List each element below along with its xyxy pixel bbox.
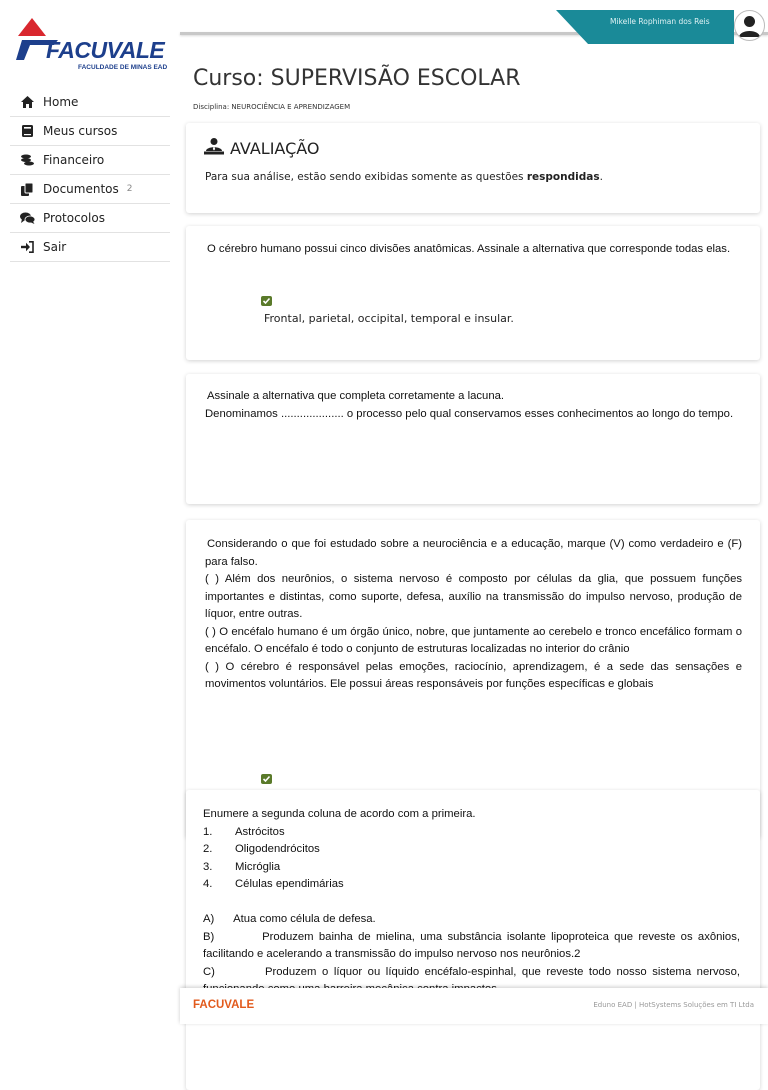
evaluation-header-card (186, 123, 760, 213)
user-avatar-icon (735, 11, 764, 40)
question-paragraph: Enumere a segunda coluna de acordo com a primeira. (203, 808, 476, 820)
list-item (203, 859, 740, 877)
logo-brand-text: FACUVALE (46, 37, 165, 63)
question-paragraph: Considerando o que foi estudado sobre a neurociência e a educação, marque (V) como verdadeiro e (F) para falso. (205, 538, 742, 568)
logo-tagline: FACULDADE DE MINAS EAD (78, 64, 168, 71)
intro-suffix: . (599, 171, 603, 183)
user-banner (556, 10, 734, 44)
question-paragraph: O cérebro humano possui cinco divisões anatômicas. Assinale a alternativa que corresponde todas elas. (207, 243, 731, 255)
page-title: Curso: SUPERVISÃO ESCOLAR (193, 66, 521, 91)
list-text: Oligodendrócitos (235, 843, 320, 855)
check-square-icon (261, 774, 272, 784)
evaluation-intro (205, 171, 603, 183)
spacer (203, 894, 740, 912)
list-text: Astrócitos (235, 825, 285, 838)
sidebar (0, 0, 178, 1024)
sidebar-item-protocolos[interactable] (10, 204, 170, 233)
list-item (203, 824, 740, 842)
sidebar-item-home[interactable] (10, 88, 170, 117)
sidebar-item-label: Documentos (43, 182, 119, 196)
sidebar-nav (10, 88, 170, 262)
copy-icon (19, 182, 35, 196)
intro-text: Para sua análise, estão sendo exibidas somente as questões (205, 171, 527, 183)
footer-brand[interactable]: FACUVALE (193, 999, 255, 1011)
question-text (203, 806, 740, 999)
question-paragraph: ( ) O encéfalo humano é um órgão único, nobre, que juntamente ao cerebelo e tronco encefálico formam o encéfalo. O encéfalo é todo o conjunto de estruturas localizadas no interior do crânio (205, 625, 742, 655)
list-item (203, 841, 740, 859)
question-paragraph: ( ) Além dos neurônios, o sistema nervoso é composto por células da glia, que possuem funções importantes e distintas, como suporte, defesa, auxílio na transmissão do impulso nervoso, produção de líquor, entre outras. (205, 573, 742, 620)
question-paragraph: C) Produzem o líquor ou líquido encéfalo-espinhal, que reveste todo nosso sistema nervoso, (203, 965, 740, 978)
home-icon (19, 95, 35, 109)
list-text: Micróglia (235, 860, 281, 873)
list-number: 2. (203, 843, 213, 855)
sidebar-item-sair[interactable] (10, 233, 170, 262)
intro-bold-text: respondidas (526, 171, 600, 183)
sidebar-item-label: Home (43, 95, 79, 109)
question-paragraph: B) Produzem bainha de mielina, uma substância isolante lipoproteica que reveste os axônios, facilitando e acelerando a transmissão do impulso nervoso nos neurônios.2 (203, 930, 740, 960)
question-text (205, 241, 742, 259)
selected-answer: Frontal, parietal, occipital, temporal e insular. (264, 312, 514, 325)
question-paragraph: Denominamos .................... o processo pelo qual conservamos esses conhecimentos ao longo do tempo. (205, 407, 734, 420)
list-number: 3. (203, 860, 213, 873)
evaluation-title: AVALIAÇÃO (230, 139, 320, 158)
coins-icon (19, 153, 35, 167)
book-icon (19, 124, 35, 138)
list-number: 1. (203, 825, 213, 838)
sidebar-item-documentos[interactable] (10, 175, 170, 204)
sidebar-item-label: Financeiro (43, 153, 105, 167)
avatar[interactable] (734, 10, 765, 41)
discipline-label: Disciplina: NEUROCIÊNCIA E APRENDIZAGEM (193, 103, 351, 111)
sidebar-item-label: Meus cursos (43, 124, 118, 138)
question-paragraph: ( ) O cérebro é responsável pelas emoções, raciocínio, aprendizagem, é a sede das sensações e movimentos voluntários. Ele possui áreas responsáveis por funções específicas e globais (205, 660, 742, 690)
list-text: Células ependimárias (235, 878, 344, 890)
footer-credits: Eduno EAD | HotSystems Soluções em TI Ltda (593, 1001, 754, 1009)
user-name[interactable]: Mikelle Rophiman dos Reis (610, 17, 710, 26)
sidebar-item-financeiro[interactable] (10, 146, 170, 175)
footer (180, 988, 768, 1024)
question-card-1 (186, 226, 760, 360)
sign-in-icon (19, 240, 35, 254)
question-text (205, 536, 742, 694)
sidebar-item-meus-cursos[interactable] (10, 117, 170, 146)
question-card-2 (186, 374, 760, 504)
comments-icon (19, 211, 35, 225)
question-paragraph: A) Atua como célula de defesa. (203, 913, 376, 925)
list-item (203, 876, 740, 894)
question-paragraph: Assinale a alternativa que completa corretamente a lacuna. (207, 390, 505, 402)
question-card-4 (186, 790, 760, 1090)
question-text (205, 388, 742, 423)
documentos-count-badge: 2 (126, 184, 133, 194)
sidebar-item-label: Sair (43, 240, 67, 254)
sidebar-item-label: Protocolos (43, 211, 105, 225)
list-number: 4. (203, 878, 213, 890)
check-square-icon (261, 296, 272, 306)
facuvale-logo[interactable] (16, 18, 166, 74)
user-tie-icon (204, 137, 224, 160)
